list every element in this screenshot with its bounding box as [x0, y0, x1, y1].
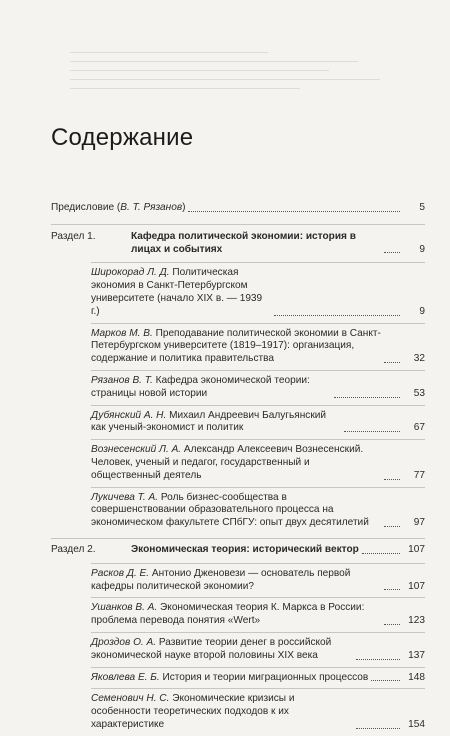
- page-number: 77: [413, 469, 425, 481]
- entry-text: Лукичева Т. А. Роль бизнес-сообщества в совершенствовании образовательного процесса на экономическом факультете СПбГУ: опыт двух десятилетий: [91, 491, 369, 529]
- toc-section[interactable]: [51, 539, 425, 557]
- toc-entry[interactable]: [91, 370, 425, 405]
- page-number: 67: [413, 422, 425, 434]
- page-title: Содержание: [51, 124, 194, 151]
- dot-leader: [384, 479, 400, 480]
- dot-leader: [344, 431, 400, 432]
- dot-leader: [384, 526, 400, 527]
- toc-section[interactable]: [51, 225, 425, 257]
- page-number: 5: [419, 202, 425, 213]
- toc-entry[interactable]: [91, 439, 425, 486]
- toc-entry[interactable]: [91, 262, 425, 322]
- table-of-contents: [51, 202, 425, 736]
- toc-entry[interactable]: [91, 563, 425, 598]
- page-number: 137: [408, 649, 425, 661]
- section-number: Раздел 2.: [51, 543, 96, 555]
- entry-text: Вознесенский Л. А. Александр Алексеевич Вознесенский. Человек, ученый и педагог, государственный и общественный деятель: [91, 444, 364, 481]
- page-number: 9: [419, 305, 425, 317]
- dot-leader: [384, 624, 400, 625]
- entry-text: Семенович Н. С. Экономические кризисы и особенности теоретических подходов к их характеристике: [91, 693, 295, 730]
- page-number: 107: [408, 580, 425, 592]
- toc-entry[interactable]: [91, 667, 425, 689]
- page-number: 32: [413, 353, 425, 365]
- section-title: Экономическая теория: исторический вектор: [131, 543, 359, 555]
- page-number: 107: [408, 543, 425, 555]
- dot-leader: [384, 362, 400, 363]
- section-number: Раздел 1.: [51, 230, 96, 242]
- bleed-through-text: [70, 52, 430, 97]
- page-number: 97: [413, 517, 425, 529]
- dot-leader: [334, 397, 400, 398]
- dot-leader: [274, 315, 400, 316]
- entry-text: Дубянский А. Н. Михаил Андреевич Балугьянский как ученый-экономист и политик: [91, 409, 327, 434]
- page-number: 123: [408, 615, 425, 627]
- entry-text: Дроздов О. А. Развитие теории денег в российской экономической науке второй половины XIX века: [91, 636, 332, 661]
- page-number: 154: [408, 718, 425, 730]
- entry-text: Расков Д. Е. Антонио Дженовези — основатель первой кафедры политической экономии?: [91, 567, 351, 592]
- dot-leader: [371, 680, 400, 681]
- entry-text: Широкорад Л. Д. Политическая экономия в Санкт-Петербургском университете (начало XIX в. — 1939 г.): [91, 267, 263, 317]
- section-title: Кафедра политической экономии: история в лицах и событиях: [131, 230, 356, 255]
- toc-entry[interactable]: [91, 323, 425, 370]
- toc-preface[interactable]: [51, 202, 425, 215]
- entry-text: Ушанков В. А. Экономическая теория К. Маркса в России: проблема перевода понятия «Wert»: [91, 602, 365, 627]
- preface-author: В. Т. Рязанов: [120, 202, 183, 213]
- entry-text: Яковлева Е. Б. История и теории миграционных процессов: [91, 671, 369, 683]
- dot-leader: [384, 589, 400, 590]
- page-number: 53: [413, 387, 425, 399]
- dot-leader: [188, 211, 400, 212]
- page-number: 148: [408, 671, 425, 683]
- toc-entry[interactable]: [91, 688, 425, 735]
- dot-leader: [356, 728, 400, 729]
- preface-text: Предисловие (В. Т. Рязанов): [51, 202, 186, 213]
- toc-entry[interactable]: [91, 405, 425, 440]
- dot-leader: [384, 252, 400, 253]
- toc-entry[interactable]: [91, 632, 425, 667]
- page-number: 9: [419, 243, 425, 255]
- toc-entry[interactable]: [91, 597, 425, 632]
- entry-text: Марков М. В. Преподавание политической экономии в Санкт-Петербургском университете (1819–1917): организация, содержание и политика правительства: [91, 327, 381, 365]
- dot-leader: [362, 553, 400, 554]
- toc-entry[interactable]: [91, 487, 425, 534]
- entry-text: Рязанов В. Т. Кафедра экономической теории: страницы новой истории: [91, 374, 310, 399]
